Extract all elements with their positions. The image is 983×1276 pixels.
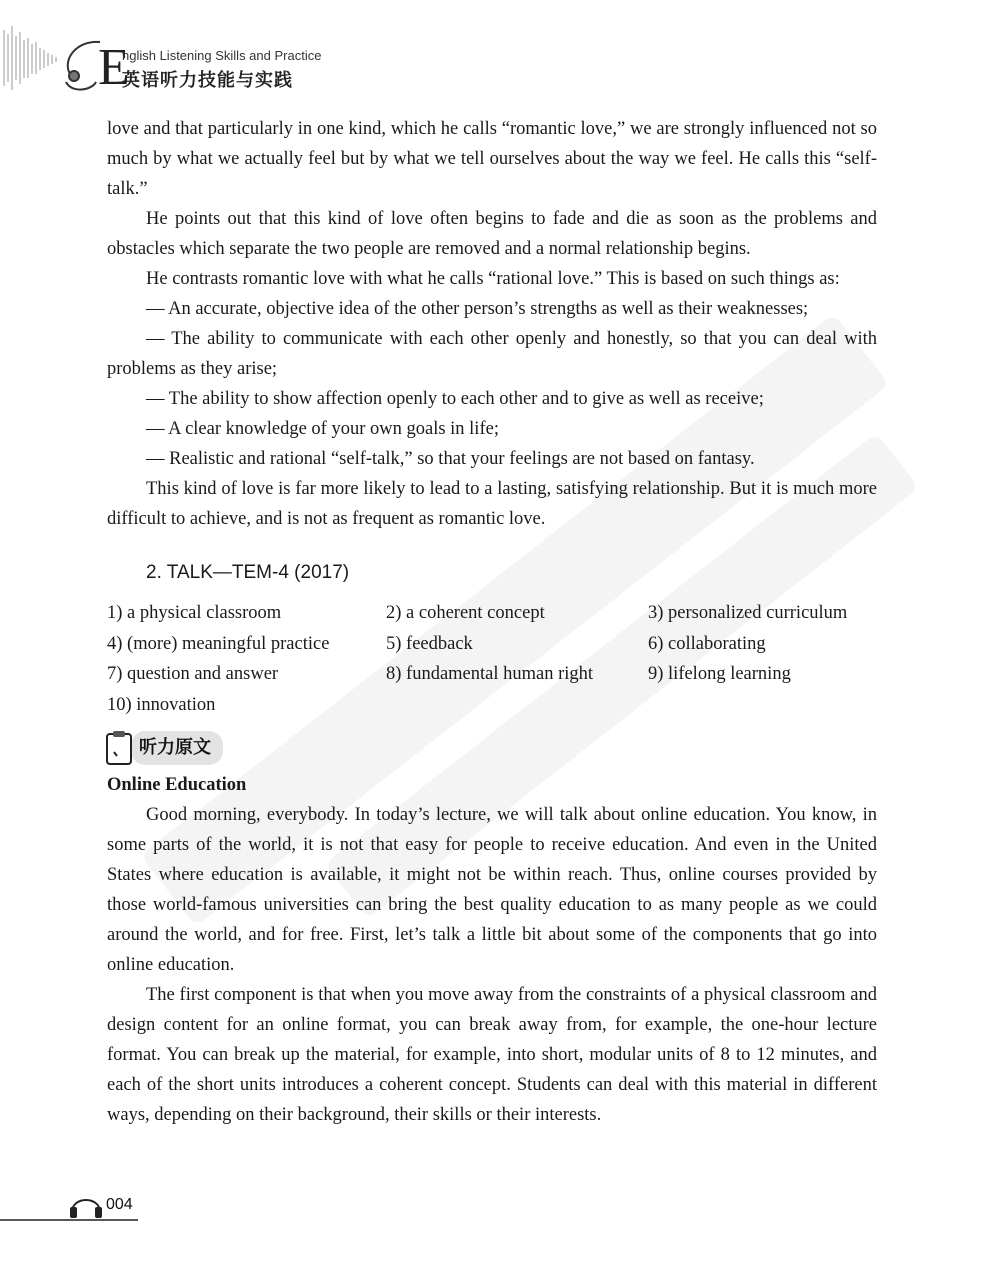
page-header: [0, 20, 420, 100]
page-number: 004: [106, 1196, 133, 1213]
script-title: Online Education: [107, 775, 247, 795]
sound-wave-icon: [0, 20, 110, 100]
paragraph: love and that particularly in one kind, which he calls “romantic love,” we are strongly influenced not so much by what we actually feel but by what we tell ourselves about the way we feel. He calls this “self-talk.”: [107, 119, 877, 199]
script-heading: [105, 728, 877, 768]
answer-item: 9) lifelong learning: [648, 664, 791, 684]
answer-item: 3) personalized curriculum: [648, 603, 848, 623]
paragraph: This kind of love is far more likely to lead to a lasting, satisfying relationship. But it is much more difficult to achieve, and is not as frequent as romantic love.: [107, 479, 877, 529]
list-item: — Realistic and rational “self-talk,” so that your feelings are not based on fantasy.: [146, 449, 755, 469]
paragraph: He points out that this kind of love often begins to fade and die as soon as the problems and obstacles which separate the two people are removed and a normal relationship begins.: [107, 209, 877, 259]
script-label: 听力原文: [131, 731, 223, 765]
list-item: — The ability to communicate with each other openly and honestly, so that you can deal with problems as they arise;: [107, 329, 877, 379]
book-title-chinese: 英语听力技能与实践: [122, 70, 293, 91]
answer-item: 1) a physical classroom: [107, 603, 282, 623]
list-item: — The ability to show affection openly to each other and to give as well as receive;: [146, 389, 764, 409]
clipboard-icon: [105, 730, 135, 766]
list-item: — A clear knowledge of your own goals in life;: [146, 419, 499, 439]
answer-item: 7) question and answer: [107, 664, 279, 684]
answer-item: 10) innovation: [107, 694, 216, 715]
list-item: — An accurate, objective idea of the other person’s strengths as well as their weaknesses;: [146, 299, 809, 319]
book-title-english: nglish Listening Skills and Practice: [122, 48, 322, 63]
page-footer: [0, 1190, 140, 1226]
answer-item: 2) a coherent concept: [386, 603, 545, 623]
paragraph: Good morning, everybody. In today’s lecture, we will talk about online education. You know, in some parts of the world, it is not that easy for people to receive education. And even in the United States where education is available, it might not be within reach. Thus, online courses provided by those world-famous universities can bring the best quality education to as many people as we could around the world, and for free. First, let’s talk a little bit about some of the components that go into online education.: [107, 805, 877, 975]
logo-letter: E: [98, 39, 130, 96]
answer-item: 8) fundamental human right: [386, 664, 594, 684]
answer-key: [107, 598, 877, 720]
answer-item: 5) feedback: [386, 633, 473, 654]
answer-item: 6) collaborating: [648, 633, 766, 654]
answer-item: 4) (more) meaningful practice: [107, 633, 330, 654]
section-title: 2. TALK—TEM-4 (2017): [146, 562, 350, 583]
paragraph: He contrasts romantic love with what he calls “rational love.” This is based on such things as:: [146, 269, 840, 289]
page-content: [107, 114, 877, 1130]
paragraph: The first component is that when you move away from the constraints of a physical classroom and design content for an online format, you can break away from, for example, the one-hour lecture format. You can break up the material, for example, into short, modular units of 8 to 12 minutes, and each of the short units introduces a coherent concept. Students can deal with this material in different ways, depending on their background, their skills or their interests.: [107, 985, 877, 1125]
